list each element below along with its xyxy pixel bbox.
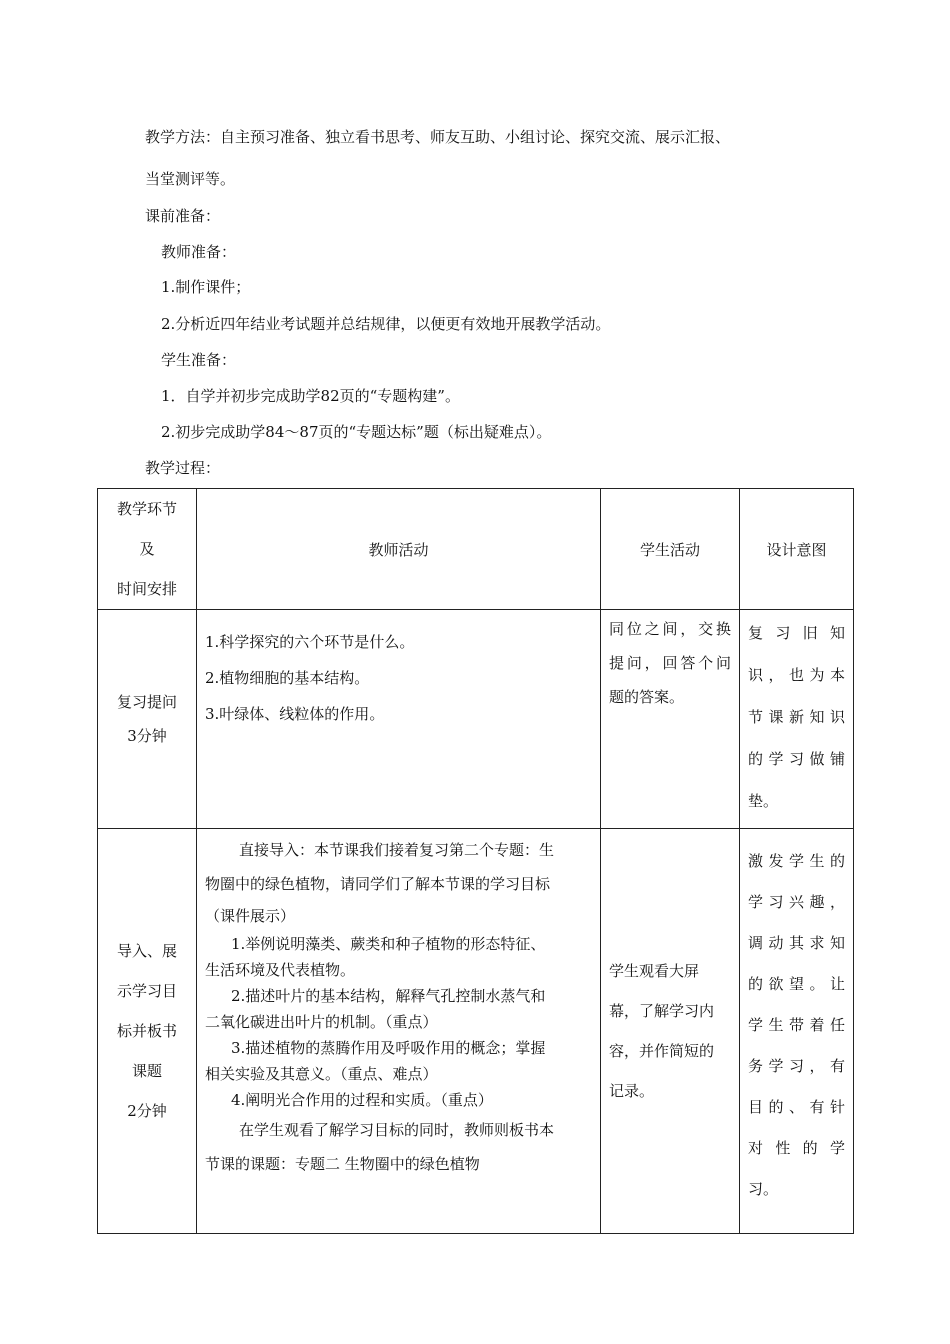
list-item: 2.植物细胞的基本结构。 (205, 669, 370, 687)
teacher-prep-item: 1.制作课件； (161, 278, 251, 296)
learning-goal: 1.举例说明藻类、蕨类和种子植物的形态特征、 (231, 935, 546, 953)
header-design-intent: 设计意图 (740, 489, 854, 610)
teacher-prep-item: 2.分析近四年结业考试题并总结规律，以便更有效地开展教学活动。 (161, 315, 611, 333)
teaching-methods-line-2: 当堂测评等。 (145, 170, 236, 188)
learning-goal: 4.阐明光合作用的过程和实质。（重点） (231, 1091, 493, 1109)
stage-introduction: 导入、展 示学习目 标并板书 课题 2分钟 (98, 829, 197, 1234)
header-teacher-activity: 教师活动 (197, 489, 601, 610)
student-prep-item: 2.初步完成助学84～87页的“专题达标”题（标出疑难点）。 (161, 423, 552, 441)
learning-goal: 2.描述叶片的基本结构，解释气孔控制水蒸气和 (231, 987, 546, 1005)
header-student-activity: 学生活动 (601, 489, 740, 610)
list-item: 3.叶绿体、线粒体的作用。 (205, 705, 385, 723)
student-prep-title: 学生准备： (161, 351, 237, 369)
student-prep-item: 1．自学并初步完成助学82页的“专题构建”。 (161, 387, 460, 405)
pre-class-prep-title: 课前准备： (145, 207, 221, 225)
design-intent-introduction: 激发学生的 学习兴趣， 调动其求知 的欲望。让 学生带着任 务学习，有 目的、有针 对性的学 习。 (740, 829, 854, 1234)
teaching-process-table (97, 488, 854, 1234)
teacher-prep-title: 教师准备： (161, 243, 237, 261)
teacher-activity-introduction: 直接导入：本节课我们接着复习第二个专题：生 物圈中的绿色植物，请同学们了解本节课的学习目标 （课件展示） 1.举例说明藻类、蕨类和种子植物的形态特征、 生活环境及代表植物。 2.描述叶片的基本结构，解释气孔控制水蒸气和 二氧化碳进出叶片的机制。（重点） 3.描述植物的蒸腾作用及呼吸作用的概念；掌握 相关实验及其意义。（重点、难点） 4.阐明光合作用的过程和实质。（重点） 在学生观看了解学习目标的同时，教师则板书本 节课的课题：专题二 生物圈中的绿色植物 (197, 829, 601, 1234)
teaching-methods-line-1: 教学方法：自主预习准备、独立看书思考、师友互助、小组讨论、探究交流、展示汇报、 (145, 128, 731, 146)
design-intent-review: 复习旧知 识，也为本 节课新知识 的学习做铺 垫。 (740, 610, 854, 829)
student-activity-review: 同位之间，交换 提问，回答个问 题的答案。 (601, 610, 740, 829)
teacher-activity-review (197, 610, 601, 829)
table-row-review (98, 610, 854, 829)
table-row-introduction (98, 829, 854, 1234)
student-activity-introduction: 学生观看大屏 幕，了解学习内 容，并作简短的 记录。 (601, 829, 740, 1234)
table-header-row (98, 489, 854, 610)
learning-goal: 3.描述植物的蒸腾作用及呼吸作用的概念；掌握 (231, 1039, 546, 1057)
teaching-process-title: 教学过程： (145, 459, 221, 477)
list-item: 1.科学探究的六个环节是什么。 (205, 633, 415, 651)
stage-review: 复习提问 3分钟 (98, 610, 197, 829)
header-stage-time: 教学环节 及 时间安排 (98, 489, 197, 610)
